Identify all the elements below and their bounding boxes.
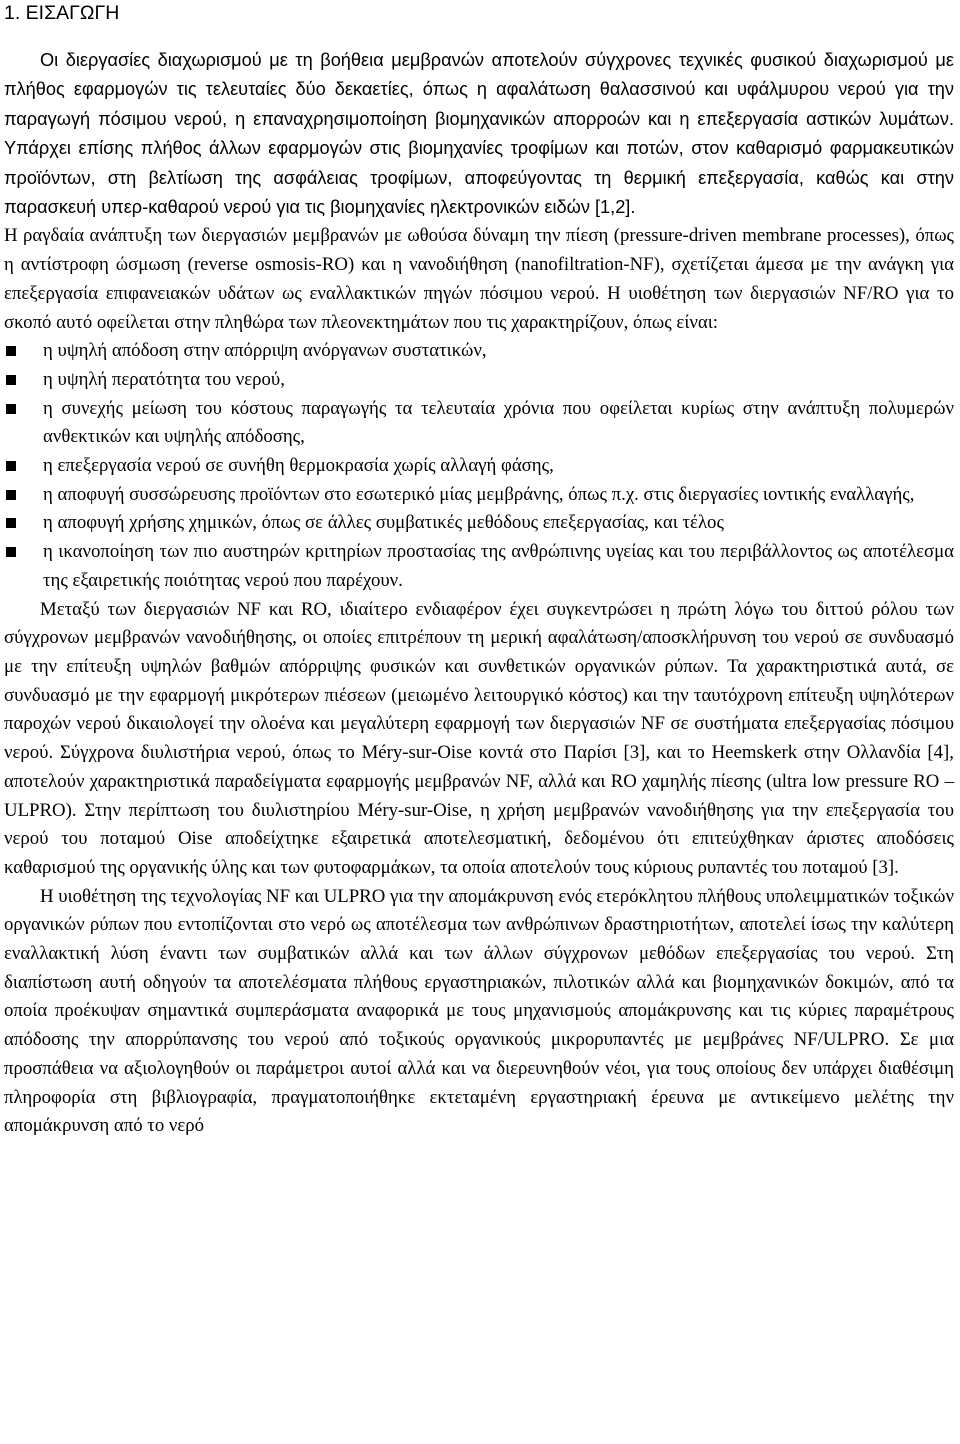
list-item-text: η συνεχής μείωση του κόστους παραγωγής τα τελευταία χρόνια που οφείλεται κυρίως στην ανάπτυξη πολυμερών ανθεκτικών και υψηλής απόδοσης, — [43, 397, 954, 448]
square-bullet-icon — [6, 461, 16, 471]
paragraph-intro-sans: Οι διεργασίες διαχωρισμού με τη βοήθεια μεμβρανών αποτελούν σύγχρονες τεχνικές φυσικού διαχωρισμού με πλήθος εφαρμογών τις τελευταίες δύο δεκαετίες, όπως η αφαλάτωση θαλασσινού και υφάλμυρου νερού για την παραγωγή πόσιμου νερού, η επαναχρησιμοποίηση βιομηχανικών απορροών και η επεξεργασία αστικών λυμάτων. Υπάρχει επίσης πλήθος άλλων εφαρμογών στις βιομηχανίες τροφίμων και ποτών, στον καθαρισμό φαρμακευτικών προϊόντων, στη βελτίωση της ασφάλειας τροφίμων, αποφεύγοντας τη θερμική επεξεργασία, καθώς και στην παρασκευή υπερ-καθαρού νερού για τις βιομηχανίες ηλεκτρονικών ειδών [1,2]. — [4, 50, 954, 218]
list-item — [4, 395, 954, 452]
list-item — [4, 337, 954, 366]
square-bullet-icon — [6, 404, 16, 414]
list-item-text: η ικανοποίηση των πιο αυστηρών κριτηρίων προστασίας της ανθρώπινης υγείας και του περιβάλλοντος ως αποτέλεσμα της εξαιρετικής ποιότητας νερού που παρέχουν. — [43, 541, 954, 591]
list-item-text: η αποφυγή χρήσης χημικών, όπως σε άλλες συμβατικές μεθόδους επεξεργασίας, και τέλος — [43, 512, 724, 534]
square-bullet-icon — [6, 490, 16, 500]
list-item — [4, 452, 954, 481]
list-item — [4, 366, 954, 395]
list-item — [4, 481, 954, 510]
list-item — [4, 538, 954, 595]
section-heading: 1. ΕΙΣΑΓΩΓΗ — [4, 2, 120, 24]
square-bullet-icon — [6, 518, 16, 528]
square-bullet-icon — [6, 346, 16, 356]
paragraph-intro — [4, 46, 954, 222]
paragraph-ulpro: Η υιοθέτηση της τεχνολογίας NF και ULPRO για την απομάκρυνση ενός ετερόκλητου πλήθους υπολειμματικών τοξικών οργανικών ρύπων που εντοπίζονται στο νερό ως αποτέλεσμα των ανθρώπινων δραστηριοτήτων, αποτελεί ίσως την καλύτερη εναλλακτική λύση έναντι των συμβατικών αλλά και των άλλων σύγχρονων μεθόδων επεξεργασίας του νερού. Στη διαπίστωση αυτή οδηγούν τα αποτελέσματα πλήθους εργαστηριακών, πιλοτικών αλλά και βιομηχανικών δοκιμών, από τα οποία προέκυψαν σημαντικά συμπεράσματα αναφορικά με τους μηχανισμούς απομάκρυνσης και τις κύριες παραμέτρους απόδοσης την απορρύπανσης του νερού από τοξικούς οργανικούς μικρορυπαντές με μεμβράνες NF/ULPRO. Σε μια προσπάθεια να αξιολογηθούν οι παράμετροι αυτοί αλλά και να διερευνηθούν νέοι, για τους οποίους δεν υπάρχει διαθέσιμη πληροφορία στη βιβλιογραφία, πραγματοποιήθηκε εκτεταμένη εργαστηριακή έρευνα με αντικείμενο μελέτης την απομάκρυνση από το νερό — [4, 885, 954, 1137]
advantages-list — [4, 337, 954, 595]
list-item-text: η αποφυγή συσσώρευσης προϊόντων στο εσωτερικό μίας μεμβράνης, όπως π.χ. στις διεργασίες ιοντικής εναλλαγής, — [43, 483, 915, 505]
list-item-text: η υψηλή απόδοση στην απόρριψη ανόργανων συστατικών, — [43, 340, 487, 362]
list-item-text: η υψηλή περατότητα του νερού, — [43, 368, 285, 390]
list-item — [4, 509, 954, 538]
paragraph-intro-continued: Η ραγδαία ανάπτυξη των διεργασιών μεμβρανών με ωθούσα δύναμη την πίεση (pressure-driven membrane processes), όπως η αντίστροφη ώσμωση (reverse osmosis-RO) και η νανοδιήθηση (nanofiltration-NF), σχετίζεται άμεσα με την ανάγκη για επεξεργασία επιφανειακών υδάτων ως εναλλακτικών πηγών πόσιμου νερού. Η υιοθέτηση των διεργασιών NF/RO για το σκοπό αυτό οφείλεται στην πληθώρα των πλεονεκτημάτων που τις χαρακτηρίζουν, όπως είναι: — [4, 225, 954, 333]
square-bullet-icon — [6, 375, 16, 385]
square-bullet-icon — [6, 547, 16, 557]
list-item-text: η επεξεργασία νερού σε συνήθη θερμοκρασία χωρίς αλλαγή φάσης, — [43, 455, 554, 477]
paragraph-nf-ro: Μεταξύ των διεργασιών NF και RO, ιδιαίτερο ενδιαφέρον έχει συγκεντρώσει η πρώτη λόγω του διττού ρόλου των σύγχρονων μεμβρανών νανοδιήθησης, οι οποίες επιτρέπουν τη μερική αφαλάτωση/αποσκλήρυνση του νερού σε συνδυασμό με την επίτευξη υψηλών βαθμών απόρριψης φυσικών και συνθετικών οργανικών ρύπων. Τα χαρακτηριστικά αυτά, σε συνδυασμό με την εφαρμογή μικρότερων πιέσεων (μειωμένο λειτουργικό κόστος) και την ταυτόχρονη επίτευξη υψηλότερων παροχών νερού δικαιολογεί την ολοένα και μεγαλύτερη εφαρμογή των διεργασιών NF σε συστήματα επεξεργασίας πόσιμου νερού. Σύγχρονα διυλιστήρια νερού, όπως το Méry-sur-Oise κοντά στο Παρίσι [3], και το Heemskerk στην Ολλανδία [4], αποτελούν χαρακτηριστικά παραδείγματα εφαρμογής μεμβρανών NF, αλλά και RO χαμηλής πίεσης (ultra low pressure RO – ULPRO). Στην περίπτωση του διυλιστηρίου Méry-sur-Oise, η χρήση μεμβρανών νανοδιήθησης για την επεξεργασία του νερού του ποταμού Oise αποδείχτηκε εξαιρετικά αποτελεσματική, δεδομένου ότι επιτεύχθηκαν άριστες αποδόσεις καθαρισμού της οργανικής ύλης και των φυτοφαρμάκων, τα οποία αποτελούν τους κύριους ρυπαντές του ποταμού [3]. — [4, 598, 954, 878]
